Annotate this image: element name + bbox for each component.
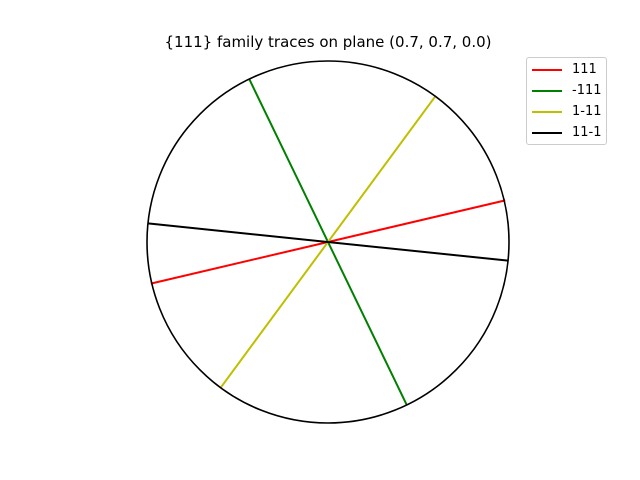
legend-label: 1-11 bbox=[572, 104, 602, 119]
legend-entry bbox=[532, 125, 606, 143]
legend-swatch bbox=[532, 111, 562, 113]
legend-entry bbox=[532, 104, 606, 122]
legend-swatch bbox=[532, 132, 562, 134]
legend-label: 11-1 bbox=[572, 125, 602, 140]
trace-line-11-1 bbox=[148, 223, 508, 260]
legend-entry bbox=[532, 83, 606, 101]
legend-label: -111 bbox=[572, 83, 602, 98]
legend-entry bbox=[532, 62, 606, 80]
legend-swatch bbox=[532, 90, 562, 92]
legend-label: 111 bbox=[572, 62, 597, 77]
chart-title: {111} family traces on plane (0.7, 0.7, 0.0) bbox=[164, 33, 492, 51]
legend bbox=[526, 57, 607, 145]
legend-swatch bbox=[532, 69, 562, 71]
plot-area bbox=[147, 61, 509, 423]
